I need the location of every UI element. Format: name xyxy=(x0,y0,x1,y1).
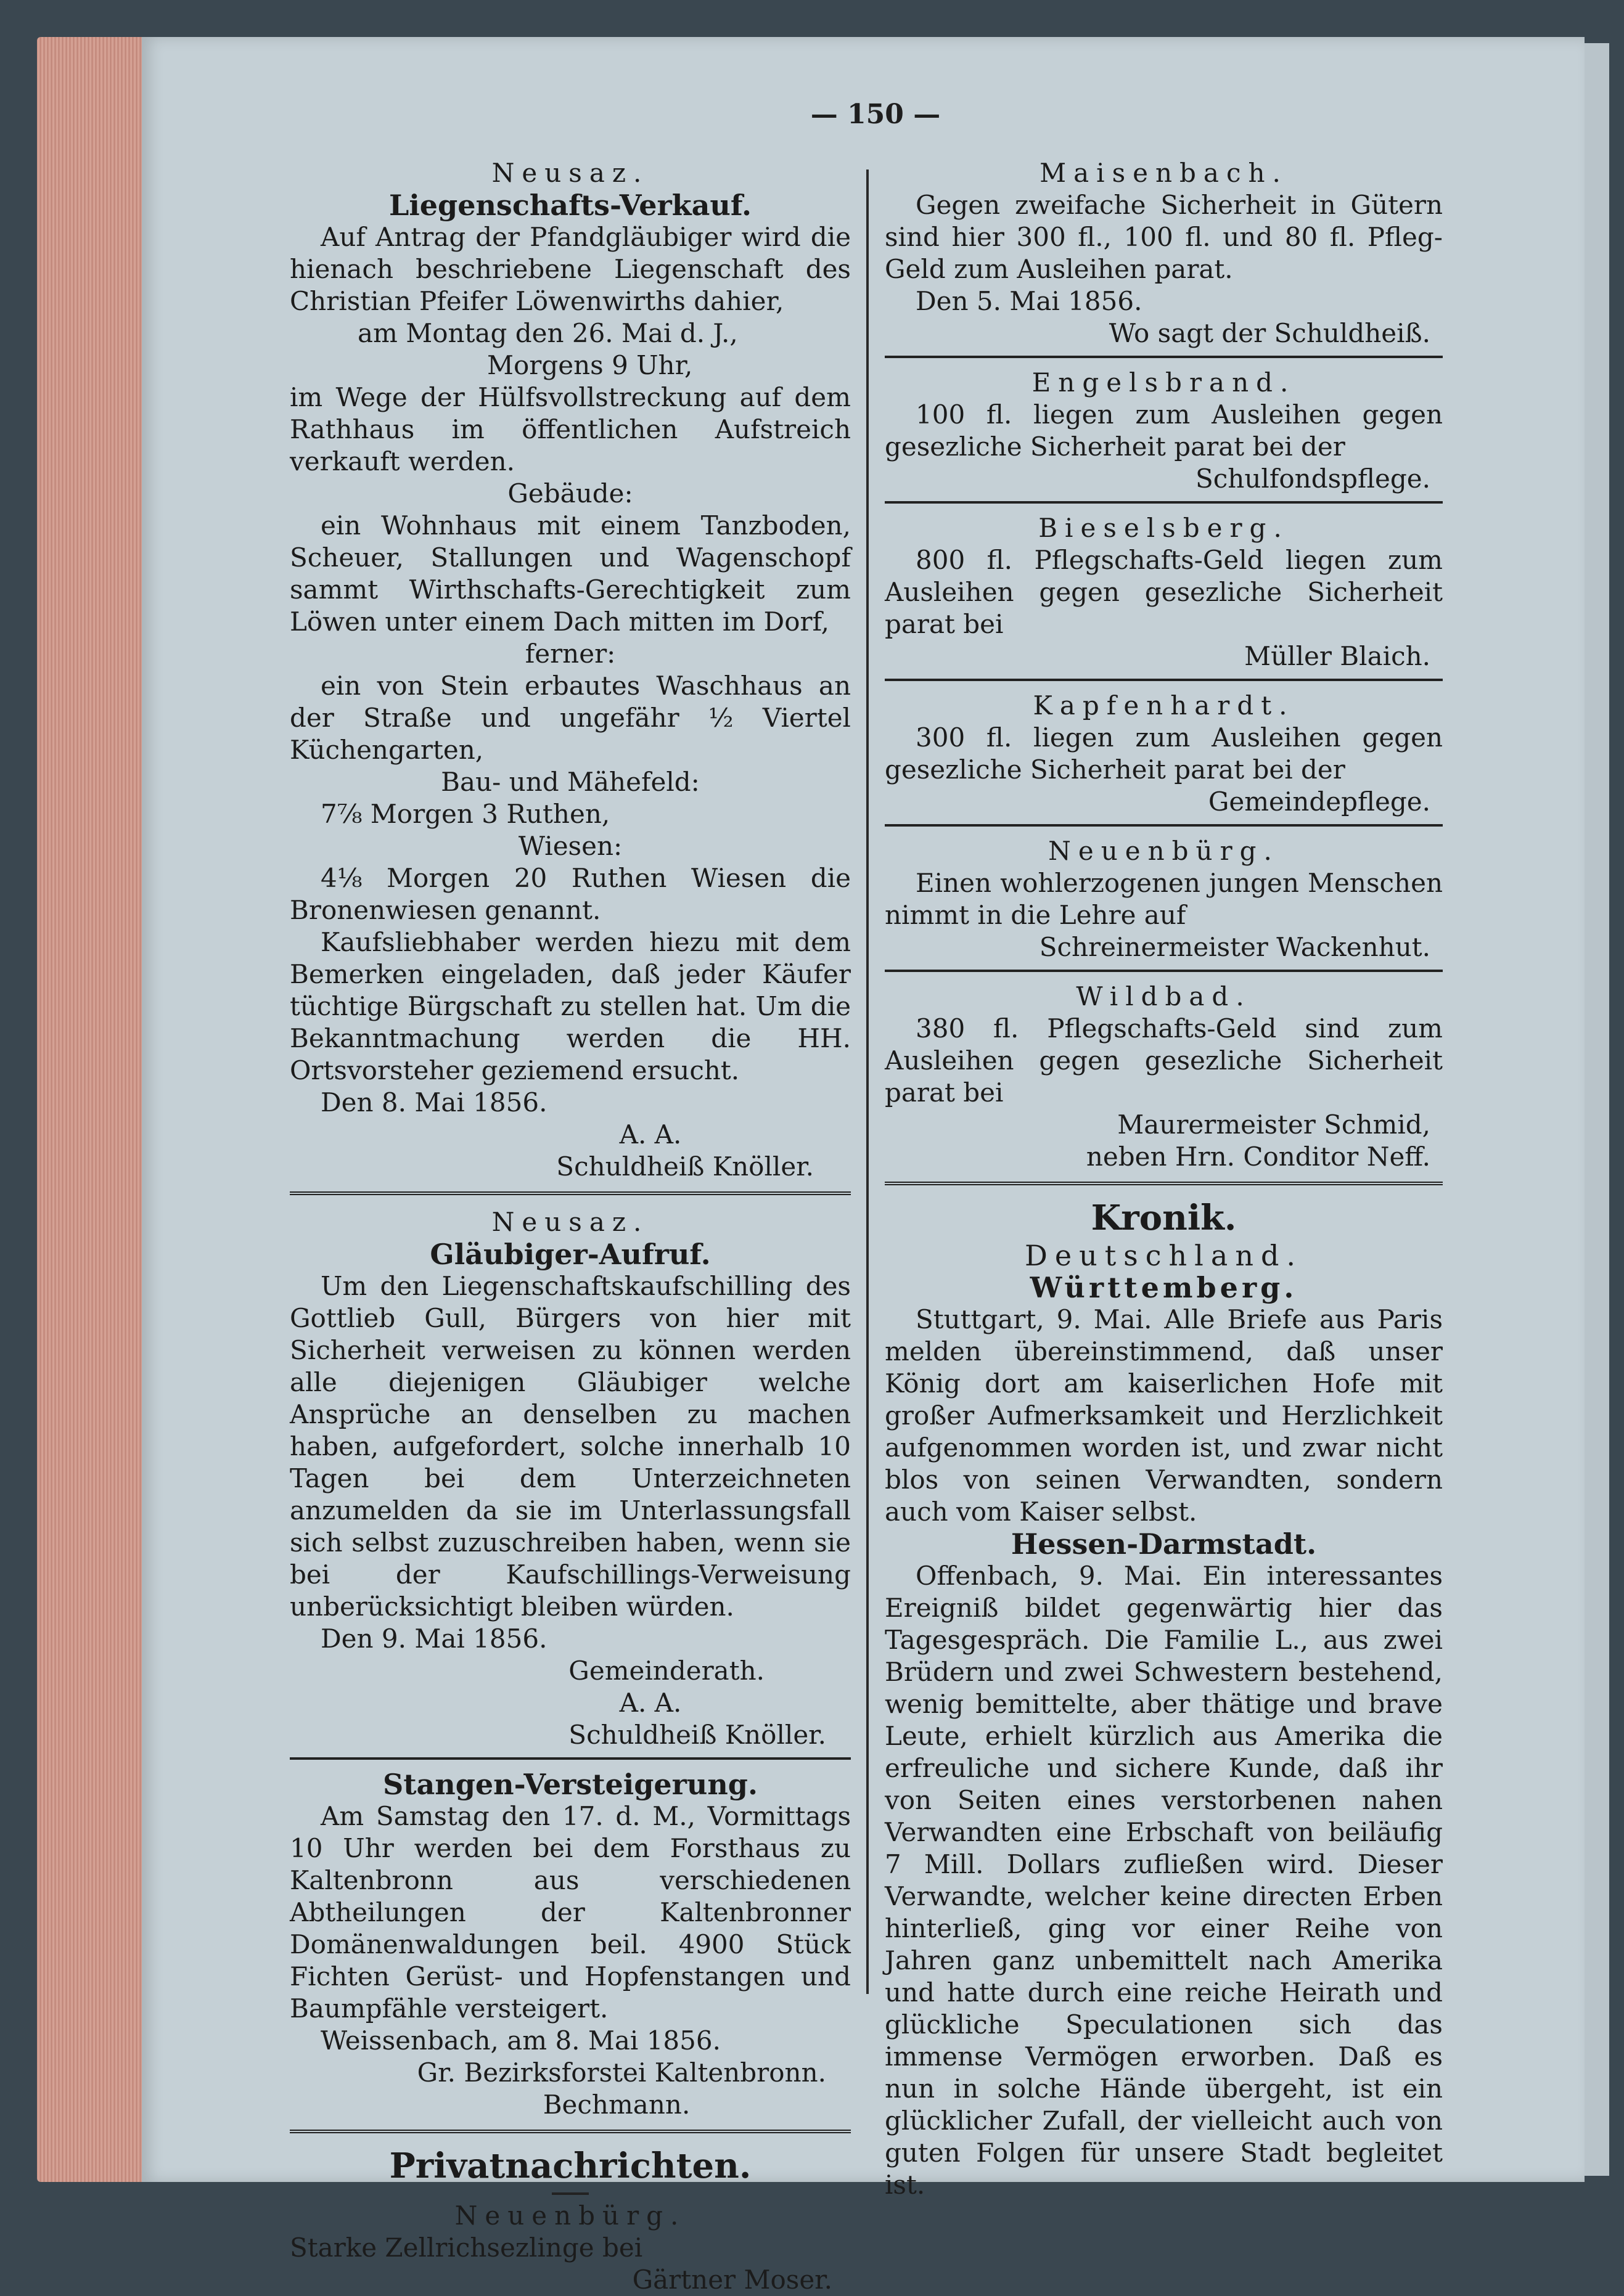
notice-text: Einen wohlerzogenen jungen Menschen nimmt in die Lehre auf xyxy=(885,868,1443,930)
news-paragraph: Stuttgart, 9. Mai. Alle Briefe aus Paris melden übereinstimmend, daß unser König dort am kaiserlichen Hofe mit großer Aufmerksamkeit und Herzlichkeit aufgenommen worden ist, und zwar nicht blos von seinen Verwandten, sondern auch vom Kaiser selbst. xyxy=(885,1304,1443,1527)
separator xyxy=(885,501,1443,504)
notice-signature: Maurermeister Schmid, xyxy=(1117,1109,1430,1140)
notice-signature: Schreinermeister Wackenhut. xyxy=(1039,932,1430,962)
notice-signature: Müller Blaich. xyxy=(1244,641,1430,671)
notice-signature: Bechmann. xyxy=(543,2090,691,2120)
notice-text: 800 fl. Pflegschafts-Geld liegen zum Ausleihen gegen gesezliche Sicherheit parat bei xyxy=(885,545,1443,639)
separator xyxy=(885,824,1443,827)
news-paragraph: Offenbach, 9. Mai. Ein interessantes Ereigniß bildet gegenwärtig hier das Tagesgespräch. Die Familie L., aus zwei Brüdern und zwei Schwestern bestehend, wenig bemittelte, aber thätige und brave Leute, erhielt kürzlich aus Amerika die erfreuliche und sichere Kunde, daß ihr von Seiten eines verstorbenen nahen Verwandten eine Erbschaft von beiläufig 7 Mill. Dollars zufließen wird. Dieser Verwandte, welcher keine directen Erben hinterließ, ging vor einer Reihe von Jahren ganz unbemittelt nach Amerika und hatte durch eine reiche Heirath und glückliche Speculationen sich das immense Vermögen erworben. Daß es nun in solche Hände übergeht, ist ein glücklicher Zufall, der vielleicht auch von guten Folgen für unsere Stadt begleitet ist. xyxy=(885,1561,1443,2200)
notice-text: am Montag den 26. Mai d. J., xyxy=(358,318,738,348)
notice-text: 4⅛ Morgen 20 Ruthen Wiesen die Bronenwiesen genannt. xyxy=(290,863,851,925)
notice-place: Bieselsberg. xyxy=(1038,513,1289,543)
separator xyxy=(885,1182,1443,1185)
notice-text: 7⅞ Morgen 3 Ruthen, xyxy=(321,799,610,829)
state-heading: Württemberg. xyxy=(1030,1271,1298,1304)
notice-text: Kaufsliebhaber werden hiezu mit dem Bemerken eingeladen, daß jeder Käufer tüchtige Bürgschaft zu stellen hat. Um die Bekanntmachung werden die HH. Ortsvorsteher geziemend ersucht. xyxy=(290,927,851,1085)
notice-signature: Gärtner Moser. xyxy=(632,2265,832,2295)
notice-signature: Gemeindepflege. xyxy=(1208,786,1430,817)
notice-date: Den 5. Mai 1856. xyxy=(916,286,1142,316)
notice-signature: Schulfondspflege. xyxy=(1195,464,1430,494)
notice-text: ein von Stein erbautes Waschhaus an der Straße und ungefähr ½ Viertel Küchengarten, xyxy=(290,671,851,765)
notice-text: 380 fl. Pflegschafts-Geld sind zum Ausleihen gegen gesezliche Sicherheit parat bei xyxy=(885,1013,1443,1108)
notice-signature: A. A. xyxy=(619,1119,682,1150)
notice-text: Gebäude: xyxy=(507,478,633,509)
separator xyxy=(885,679,1443,681)
left-column xyxy=(290,157,851,2296)
notice-text: Starke Zellrichsezlinge bei xyxy=(290,2233,643,2263)
separator xyxy=(290,1191,851,1195)
notice-date: Den 8. Mai 1856. xyxy=(321,1087,547,1117)
notice-text: 100 fl. liegen zum Ausleihen gegen gesezliche Sicherheit parat bei der xyxy=(885,399,1443,462)
separator xyxy=(885,970,1443,972)
notice-date: Weissenbach, am 8. Mai 1856. xyxy=(321,2025,721,2056)
notice-text: Morgens 9 Uhr, xyxy=(487,350,693,380)
notice-signature: Gemeinderath. xyxy=(568,1656,765,1686)
notice-title: Liegenschafts-Verkauf. xyxy=(388,189,752,222)
state-heading: Hessen-Darmstadt. xyxy=(1011,1527,1317,1561)
short-rule xyxy=(552,2192,589,2195)
notice-signature: Gr. Bezirksforstei Kaltenbronn. xyxy=(417,2057,826,2088)
notice-text: ein Wohnhaus mit einem Tanzboden, Scheuer, Stallungen und Wagenschopf sammt Wirthschafts-Gerechtigkeit zum Löwen unter einem Dach mitten im Dorf, xyxy=(290,510,851,637)
page-number: — 150 — xyxy=(810,99,941,130)
notice-signature: Schuldheiß Knöller. xyxy=(556,1151,814,1182)
notice-place: Maisenbach. xyxy=(1040,158,1288,188)
notice-text: Bau- und Mähefeld: xyxy=(441,767,700,797)
section-title: Privatnachrichten. xyxy=(389,2146,752,2186)
separator xyxy=(290,2130,851,2133)
next-page-edge xyxy=(1585,43,1609,2176)
notice-place: Neusaz. xyxy=(491,158,649,188)
notice-signature: Wo sagt der Schuldheiß. xyxy=(1109,318,1430,348)
notice-text: Gegen zweifache Sicherheit in Gütern sind hier 300 fl., 100 fl. und 80 fl. Pfleg-Geld zum Ausleihen parat. xyxy=(885,190,1443,284)
notice-place: Engelsbrand. xyxy=(1031,367,1296,398)
notice-signature: Schuldheiß Knöller. xyxy=(568,1720,826,1750)
notice-signature: neben Hrn. Conditor Neff. xyxy=(1086,1142,1430,1172)
notice-signature: A. A. xyxy=(619,1688,682,1718)
notice-date: Den 9. Mai 1856. xyxy=(321,1624,547,1654)
separator xyxy=(885,356,1443,358)
right-column xyxy=(885,157,1443,2201)
notice-title: Stangen-Versteigerung. xyxy=(383,1768,758,1801)
notice-place: Neuenbürg. xyxy=(454,2200,686,2231)
country-heading: Deutschland. xyxy=(1024,1239,1303,1272)
notice-text: Um den Liegenschaftskaufschilling des Gottlieb Gull, Bürgers von hier mit Sicherheit verweisen zu können werden alle diejenigen Gläubiger welche Ansprüche an denselben zu machen haben, aufgefordert, solche innerhalb 10 Tagen bei dem Unterzeichneten anzumelden da sie im Unterlassungsfall sich selbst zuzuschreiben haben, wenn sie bei der Kaufschillings-Verweisung unberücksichtigt bleiben würden. xyxy=(290,1271,851,1622)
separator xyxy=(290,1757,851,1760)
notice-text: im Wege der Hülfsvollstreckung auf dem Rathhaus im öffentlichen Aufstreich verkauft werden. xyxy=(290,382,851,476)
notice-place: Neuenbürg. xyxy=(1048,836,1279,866)
book-page-edges xyxy=(37,37,145,2182)
notice-text: Am Samstag den 17. d. M., Vormittags 10 Uhr werden bei dem Forsthaus zu Kaltenbronn aus verschiedenen Abtheilungen der Kaltenbronner Domänenwaldungen beil. 4900 Stück Fichten Gerüst- und Hopfenstangen und Baumpfähle versteigert. xyxy=(290,1801,851,2024)
notice-place: Neusaz. xyxy=(491,1207,649,1237)
notice-text: 300 fl. liegen zum Ausleihen gegen gesezliche Sicherheit parat bei der xyxy=(885,722,1443,785)
notice-text: Wiesen: xyxy=(518,831,623,861)
notice-title: Gläubiger-Aufruf. xyxy=(430,1238,711,1271)
notice-place: Wildbad. xyxy=(1076,981,1252,1011)
notice-place: Kapfenhardt. xyxy=(1033,690,1295,721)
notice-text: Auf Antrag der Pfandgläubiger wird die hienach beschriebene Liegenschaft des Christian Pfeifer Löwenwirths dahier, xyxy=(290,222,851,316)
notice-text: ferner: xyxy=(525,639,616,669)
section-title: Kronik. xyxy=(1091,1198,1237,1238)
column-divider xyxy=(866,170,869,1994)
